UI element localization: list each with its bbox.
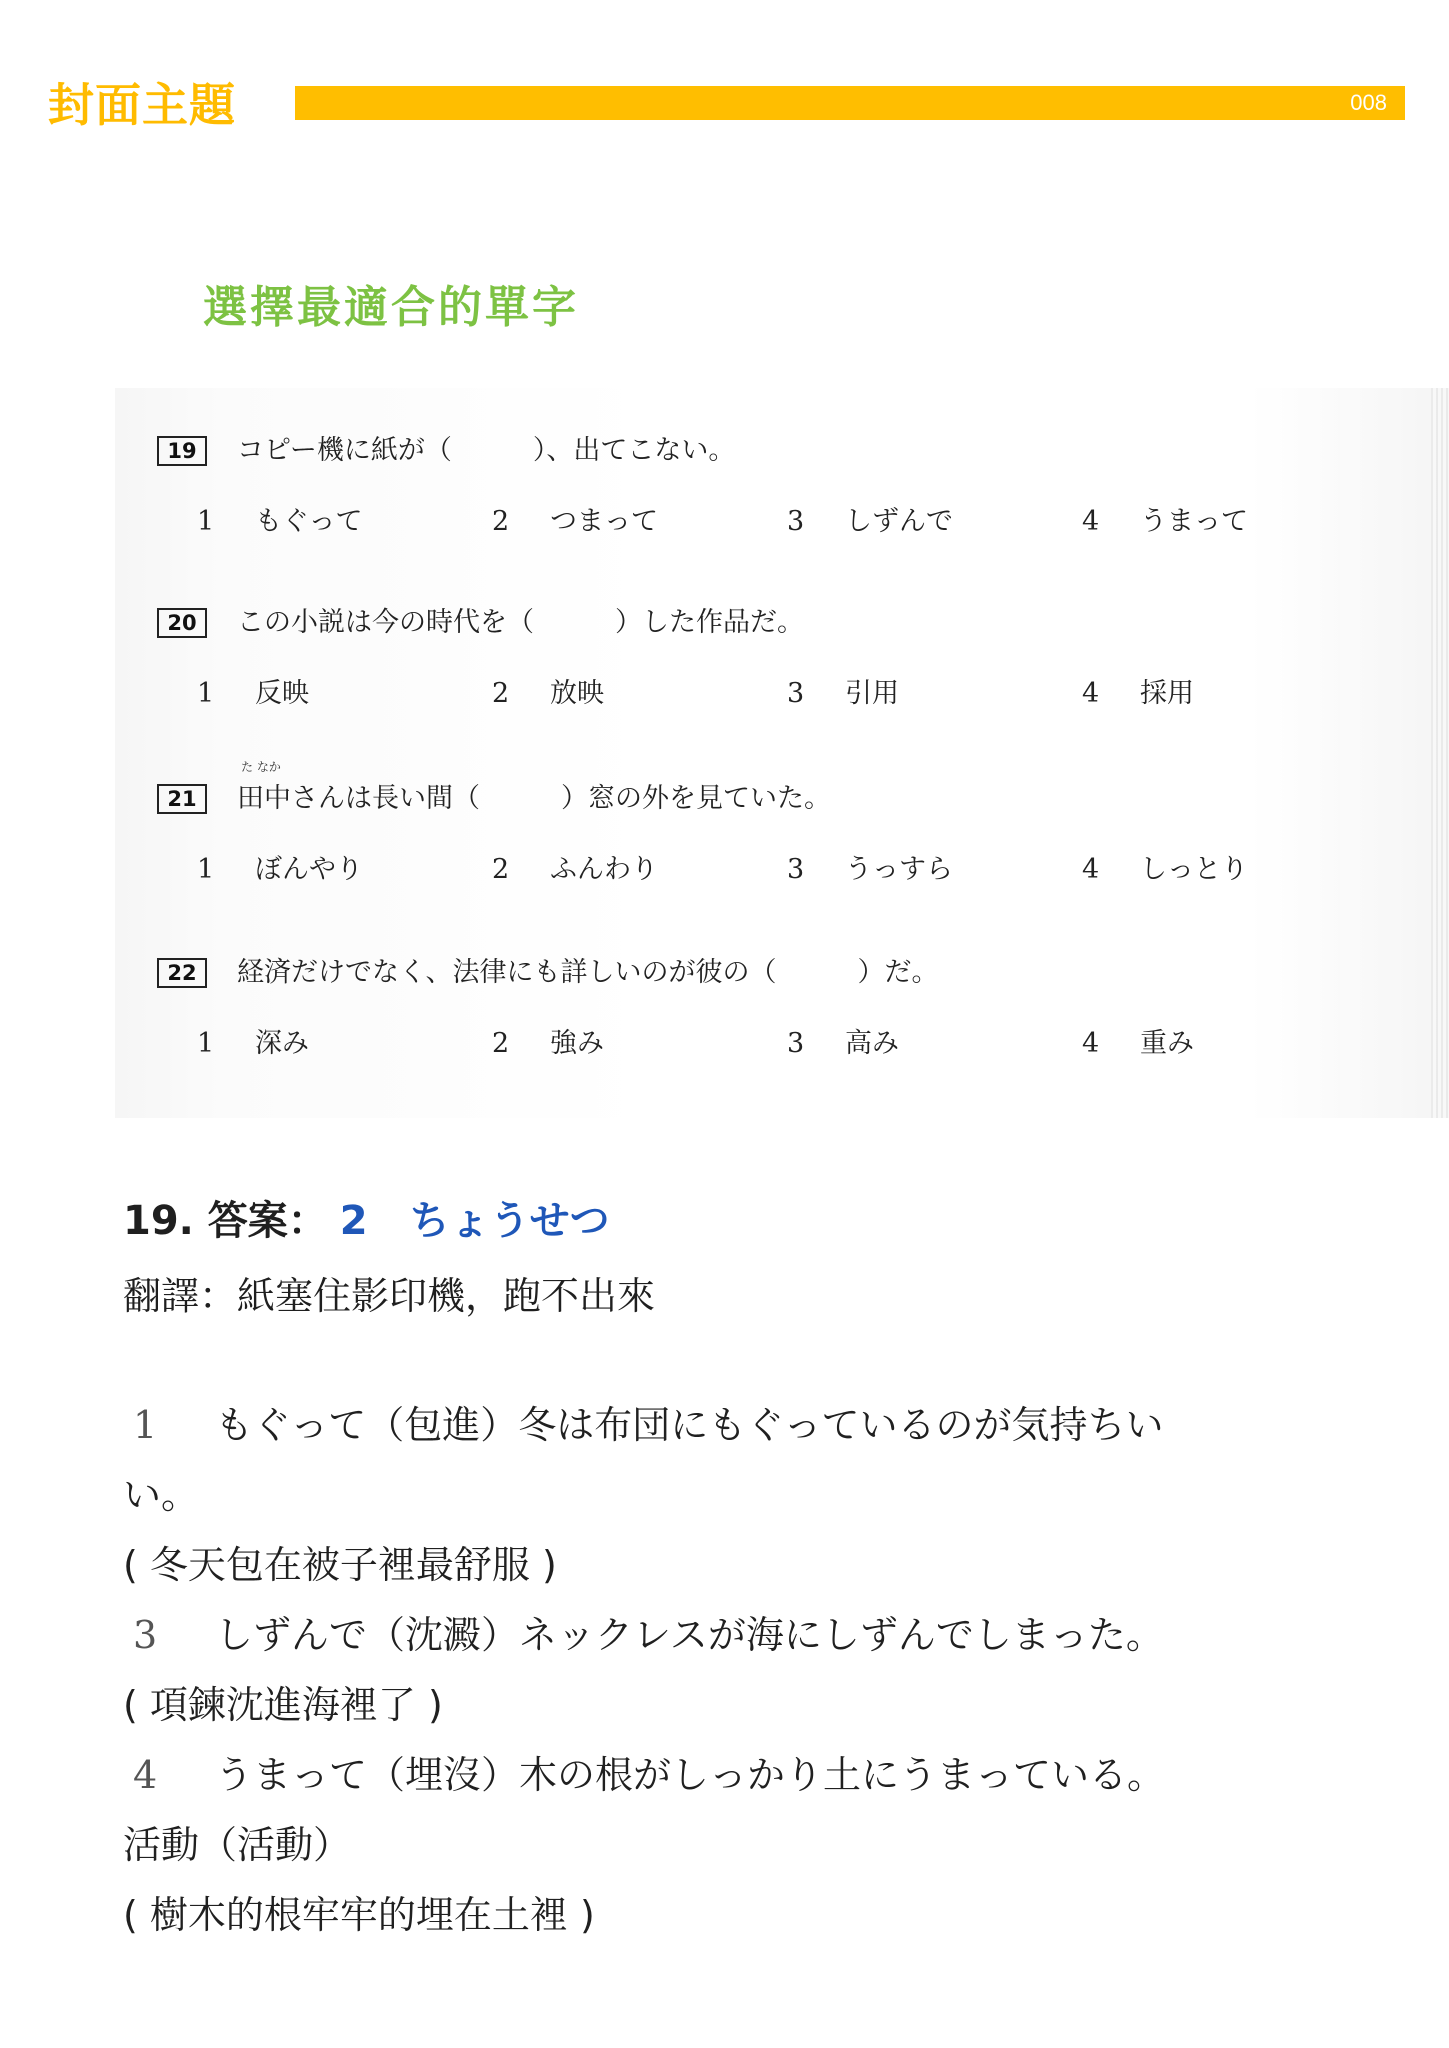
question-stem bbox=[157, 954, 1397, 1002]
explanation-line bbox=[123, 1740, 1353, 1810]
question-stem bbox=[157, 760, 1397, 828]
answer-label: 19. 答案： bbox=[123, 1198, 328, 1244]
option-label: 反映 bbox=[255, 678, 309, 709]
answer-options bbox=[157, 850, 1397, 894]
explanation-text: もぐって（包進）冬は布団にもぐっているのが気持ちい bbox=[215, 1403, 1164, 1447]
answer-options bbox=[157, 502, 1397, 546]
option-4[interactable] bbox=[1042, 1024, 1194, 1068]
option-number: 1 bbox=[197, 1028, 215, 1059]
explanation-text: 活動（活動） bbox=[123, 1823, 352, 1867]
explanation-line bbox=[123, 1600, 1353, 1670]
explanation-text: い。 bbox=[123, 1473, 200, 1517]
question-number: 21 bbox=[157, 784, 207, 814]
explanation-text: ( 樹木的根牢牢的埋在土裡 ) bbox=[123, 1893, 595, 1937]
explanation-line bbox=[123, 1390, 1353, 1460]
option-2[interactable] bbox=[452, 502, 658, 546]
question-text: コピー機に紙が（ ）、出てこない。 bbox=[237, 435, 736, 466]
option-1[interactable] bbox=[157, 674, 309, 718]
page-number: 008 bbox=[1350, 90, 1387, 115]
option-label: ふんわり bbox=[550, 854, 658, 885]
question-number: 19 bbox=[157, 436, 207, 466]
question-21 bbox=[157, 760, 1397, 920]
option-label: ぼんやり bbox=[255, 854, 363, 885]
option-number: 3 bbox=[787, 1028, 805, 1059]
explanation-number: 3 bbox=[133, 1613, 158, 1657]
option-label: 高み bbox=[845, 1028, 899, 1059]
question-number: 22 bbox=[157, 958, 207, 988]
explanation-number: 4 bbox=[133, 1753, 158, 1797]
answer-options bbox=[157, 674, 1397, 718]
option-number: 2 bbox=[492, 678, 510, 709]
option-number: 2 bbox=[492, 1028, 510, 1059]
option-label: 引用 bbox=[845, 678, 899, 709]
question-stem bbox=[157, 604, 1397, 652]
answer-reading: ちょうせつ bbox=[409, 1198, 610, 1244]
option-label: 放映 bbox=[550, 678, 604, 709]
option-number: 4 bbox=[1082, 506, 1100, 537]
page-header bbox=[0, 70, 1449, 140]
option-number: 4 bbox=[1082, 854, 1100, 885]
option-number: 1 bbox=[197, 854, 215, 885]
question-text: 田中さんは長い間（ ）窓の外を見ていた。 bbox=[237, 783, 831, 814]
explanation-text: ( 項鍊沈進海裡了 ) bbox=[123, 1683, 443, 1727]
question-19 bbox=[157, 422, 1397, 572]
option-number: 4 bbox=[1082, 678, 1100, 709]
option-label: 強み bbox=[550, 1028, 604, 1059]
furigana: た なか bbox=[241, 760, 281, 774]
option-label: 採用 bbox=[1140, 678, 1194, 709]
option-3[interactable] bbox=[747, 850, 953, 894]
question-text: この小説は今の時代を（ ）した作品だ。 bbox=[237, 607, 804, 638]
answer-translation: 翻譯：紙塞住影印機，跑不出來 bbox=[123, 1274, 656, 1318]
option-label: つまって bbox=[550, 506, 658, 537]
question-stem bbox=[157, 432, 1397, 480]
option-label: もぐって bbox=[255, 506, 363, 537]
option-number: 4 bbox=[1082, 1028, 1100, 1059]
option-label: しずんで bbox=[845, 506, 953, 537]
explanation-translation bbox=[123, 1880, 1353, 1950]
option-1[interactable] bbox=[157, 1024, 309, 1068]
option-number: 1 bbox=[197, 678, 215, 709]
option-4[interactable] bbox=[1042, 674, 1194, 718]
option-1[interactable] bbox=[157, 502, 362, 546]
option-number: 3 bbox=[787, 506, 805, 537]
answer-options bbox=[157, 1024, 1397, 1068]
question-number: 20 bbox=[157, 608, 207, 638]
explanation-translation bbox=[123, 1670, 1353, 1740]
header-bar bbox=[295, 86, 1405, 120]
option-3[interactable] bbox=[747, 502, 953, 546]
question-20 bbox=[157, 594, 1397, 744]
option-number: 1 bbox=[197, 506, 215, 537]
explanation-text: うまって（埋沒）木の根がしっかり土にうまっている。 bbox=[215, 1753, 1166, 1797]
option-2[interactable] bbox=[452, 1024, 604, 1068]
explanation-number: 1 bbox=[133, 1403, 158, 1447]
option-2[interactable] bbox=[452, 674, 604, 718]
option-4[interactable] bbox=[1042, 850, 1248, 894]
explanation-line bbox=[123, 1460, 1353, 1530]
option-label: うっすら bbox=[845, 854, 953, 885]
explanation-text: ( 冬天包在被子裡最舒服 ) bbox=[123, 1543, 557, 1587]
page-edge-shadow bbox=[1431, 388, 1449, 1118]
option-number: 3 bbox=[787, 678, 805, 709]
option-label: 重み bbox=[1140, 1028, 1194, 1059]
option-1[interactable] bbox=[157, 850, 363, 894]
option-label: 深み bbox=[255, 1028, 309, 1059]
option-label: うまって bbox=[1140, 506, 1248, 537]
option-3[interactable] bbox=[747, 674, 899, 718]
option-number: 2 bbox=[492, 854, 510, 885]
option-4[interactable] bbox=[1042, 502, 1248, 546]
exercise-heading: 選擇最適合的單字 bbox=[203, 282, 579, 333]
section-title: 封面主題 bbox=[48, 78, 236, 132]
explanation-block bbox=[123, 1390, 1353, 1950]
explanation-text: しずんで（沈澱）ネックレスが海にしずんでしまった。 bbox=[215, 1613, 1164, 1657]
answer-choice: 2 bbox=[339, 1198, 368, 1244]
option-2[interactable] bbox=[452, 850, 658, 894]
option-number: 2 bbox=[492, 506, 510, 537]
question-panel bbox=[115, 388, 1449, 1118]
option-label: しっとり bbox=[1140, 854, 1248, 885]
option-3[interactable] bbox=[747, 1024, 899, 1068]
question-text: 経済だけでなく、法律にも詳しいのが彼の（ ）だ。 bbox=[237, 957, 939, 988]
answer-line bbox=[123, 1195, 610, 1247]
option-number: 3 bbox=[787, 854, 805, 885]
explanation-line bbox=[123, 1810, 1353, 1880]
explanation-translation bbox=[123, 1530, 1353, 1600]
question-22 bbox=[157, 944, 1397, 1094]
